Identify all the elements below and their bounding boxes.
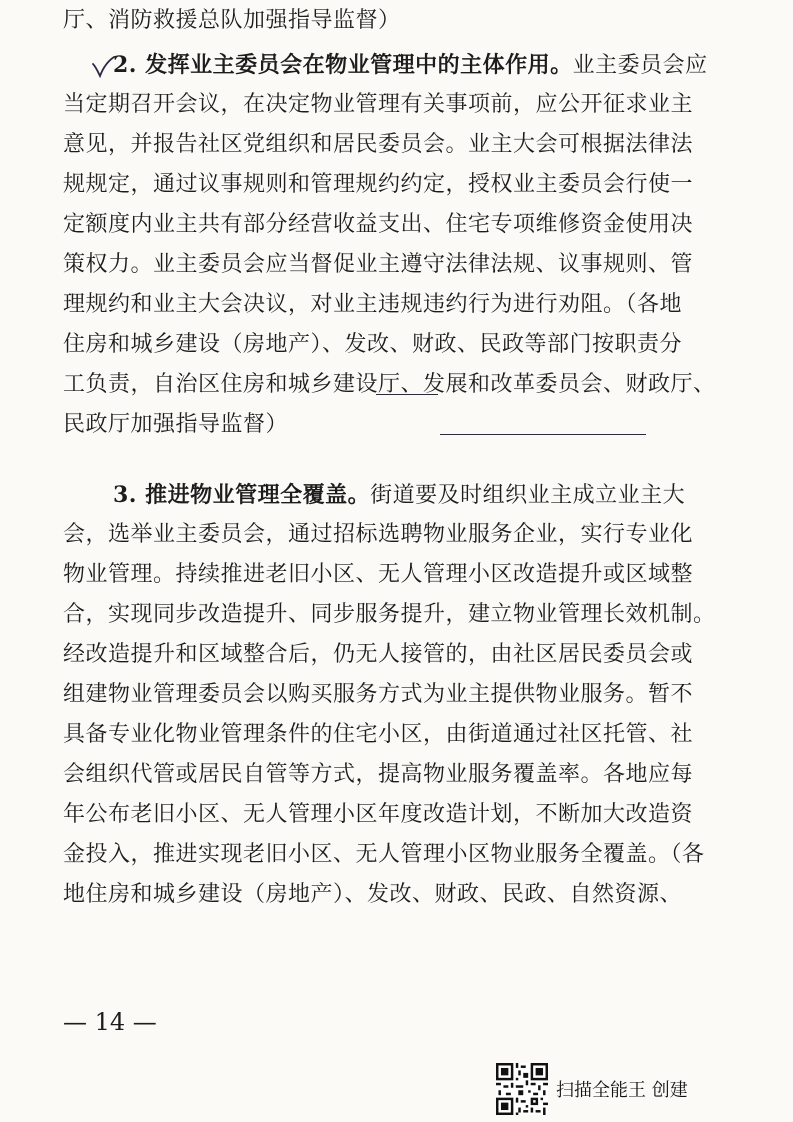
handwritten-underline — [440, 434, 646, 435]
text-line: 住房和城乡建设（房地产）、发改、财政、民政等部门按职责分 — [63, 332, 683, 357]
section-heading: 3. 推进物业管理全覆盖。 — [113, 482, 371, 508]
text-line: 策权力。业主委员会应当督促业主遵守法律法规、议事规则、管 — [63, 252, 694, 277]
text-line: 地住房和城乡建设（房地产）、发改、财政、民政、自然资源、 — [63, 882, 683, 907]
text-line: 民政厅加强指导监督） — [63, 412, 289, 437]
text-line: 会，选举业主委员会，通过招标选聘物业服务企业，实行专业化 — [63, 522, 694, 547]
text-line: 金投入，推进实现老旧小区、无人管理小区物业服务全覆盖。（各 — [63, 842, 705, 867]
text-line: 具备专业化物业管理条件的住宅小区，由街道通过社区托管、社 — [63, 722, 694, 747]
handwritten-underline — [376, 394, 438, 395]
watermark-text: 扫描全能王 创建 — [556, 1080, 688, 1101]
text-line: 当定期召开会议，在决定物业管理有关事项前，应公开征求业主 — [63, 92, 694, 117]
qr-code-icon — [496, 1063, 548, 1115]
handwritten-check-icon — [91, 56, 115, 78]
text-line: 工负责，自治区住房和城乡建设厅、发展和改革委员会、财政厅、 — [63, 372, 716, 397]
text-line: 定额度内业主共有部分经营收益支出、住宅专项维修资金使用决 — [63, 212, 694, 237]
section-heading: 2. 发挥业主委员会在物业管理中的主体作用。 — [113, 52, 573, 78]
text-line: 年公布老旧小区、无人管理小区年度改造计划，不断加大改造资 — [63, 802, 694, 827]
page-number: — 14 — — [63, 1008, 157, 1036]
text-line: 理规约和业主大会决议，对业主违规违约行为进行劝阻。（各地 — [63, 292, 683, 317]
text-line: 组建物业管理委员会以购买服务方式为业主提供物业服务。暂不 — [63, 682, 694, 707]
text-line: 规规定，通过议事规则和管理规约约定，授权业主委员会行使一 — [63, 172, 694, 197]
section-heading-line: 2. 发挥业主委员会在物业管理中的主体作用。业主委员会应 — [113, 52, 708, 78]
text-line: 厅、消防救援总队加强指导监督） — [63, 8, 401, 33]
text-line: 经改造提升和区域整合后，仍无人接管的，由社区居民委员会或 — [63, 642, 694, 667]
text-line: 合，实现同步改造提升、同步服务提升，建立物业管理长效机制。 — [63, 602, 716, 627]
text-line: 意见，并报告社区党组织和居民委员会。业主大会可根据法律法 — [63, 132, 694, 157]
text-line: 会组织代管或居民自管等方式，提高物业服务覆盖率。各地应每 — [63, 762, 694, 787]
scanner-watermark — [496, 1063, 688, 1115]
section-heading-line: 3. 推进物业管理全覆盖。街道要及时组织业主成立业主大 — [113, 482, 686, 508]
text-line: 物业管理。持续推进老旧小区、无人管理小区改造提升或区域整 — [63, 562, 694, 587]
